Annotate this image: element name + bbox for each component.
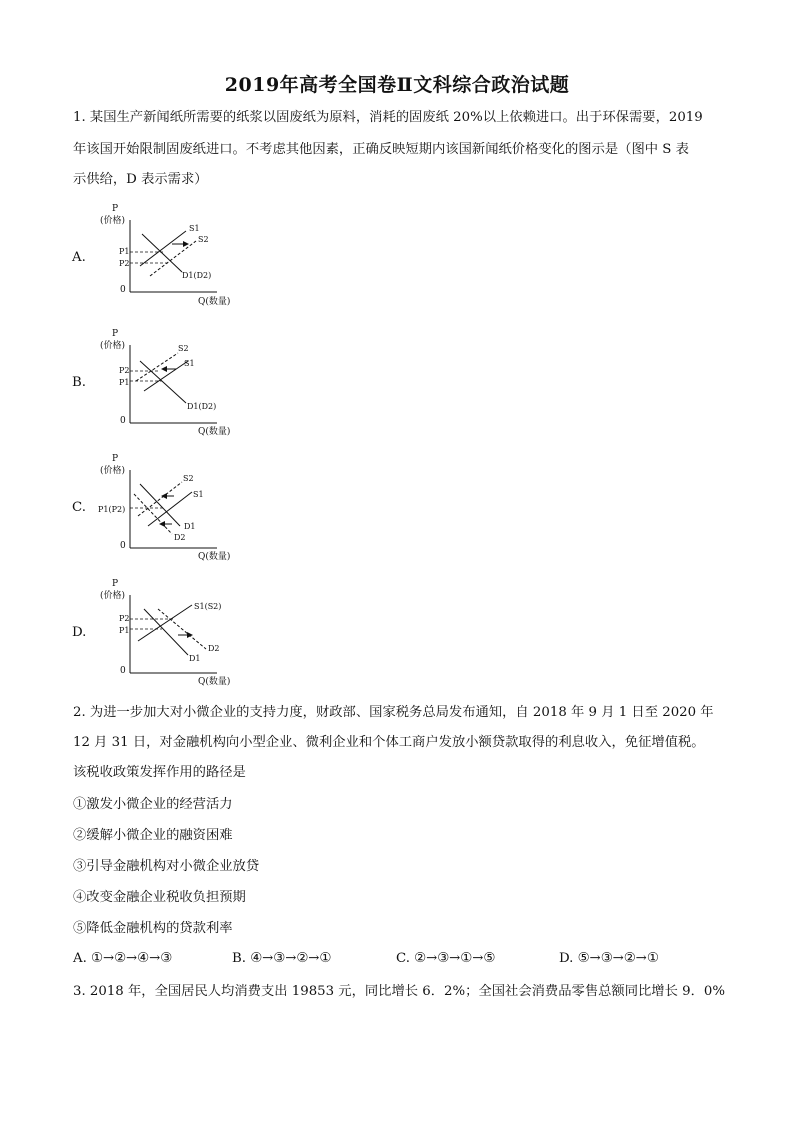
q2-text-line-2: 12 月 31 日，对金融机构向小型企业、微利企业和个体工商户发放小额贷款取得的利息收入，免征增值税。 <box>73 735 705 750</box>
q2-choice-c: C. ②→③→①→⑤ <box>396 951 496 966</box>
label-d2: D2 <box>174 533 186 542</box>
option-a-graph <box>92 200 252 310</box>
axis-q-label: Q(数量) <box>198 297 231 307</box>
label-s1: S1 <box>189 224 200 233</box>
q2-item-3: ③引导金融机构对小微企业放贷 <box>73 859 260 874</box>
q2-item-2: ②缓解小微企业的融资困难 <box>73 828 233 843</box>
label-s1: S1 <box>193 490 204 499</box>
label-d1: D1 <box>184 522 196 531</box>
q1-text-line-3: 示供给，D 表示需求） <box>73 172 208 187</box>
q2-item-5: ⑤降低金融机构的贷款利率 <box>73 921 233 936</box>
label-d: D1(D2) <box>187 402 217 411</box>
option-c-graph <box>92 450 252 565</box>
origin-label: 0 <box>120 285 126 295</box>
supply-s1 <box>138 605 192 641</box>
q2-item-1: ①激发小微企业的经营活力 <box>73 797 233 812</box>
option-d-letter: D. <box>72 625 87 640</box>
supply-s1 <box>140 231 186 266</box>
label-d: D1(D2) <box>182 271 212 280</box>
label-s2: S2 <box>178 344 189 353</box>
axis-p-unit: (价格) <box>100 466 126 476</box>
y-label-p2: P2 <box>119 259 130 268</box>
axis-p-label: P <box>112 329 119 339</box>
origin-label: 0 <box>120 541 126 551</box>
option-a-letter: A. <box>72 250 86 265</box>
option-d-graph <box>92 575 252 690</box>
axis-q-label: Q(数量) <box>198 552 231 562</box>
q2-choice-d: D. ⑤→③→②→① <box>559 951 659 966</box>
y-label-p2: P2 <box>119 366 130 375</box>
q2-choice-b: B. ④→③→②→① <box>232 951 332 966</box>
q1-text-line-2: 年该国开始限制固废纸进口。不考虑其他因素，正确反映短期内该国新闻纸价格变化的图示是（图中 S 表 <box>73 142 689 157</box>
axis-q-label: Q(数量) <box>198 677 231 687</box>
option-b-graph <box>92 325 252 435</box>
label-d1: D1 <box>189 654 201 663</box>
page-title: 2019年高考全国卷Ⅱ文科综合政治试题 <box>224 74 570 96</box>
y-label-p1: P1 <box>119 626 130 635</box>
option-b-letter: B. <box>72 375 86 390</box>
demand-d2 <box>134 494 172 534</box>
q1-text-line-1: 1. 某国生产新闻纸所需要的纸浆以固废纸为原料，消耗的固废纸 20%以上依赖进口。出于环保需要，2019 <box>73 110 703 125</box>
axis-p-unit: (价格) <box>100 216 126 226</box>
origin-label: 0 <box>120 416 126 426</box>
axis-p-label: P <box>112 579 119 589</box>
q2-text-line-1: 2. 为进一步加大对小微企业的支持力度，财政部、国家税务总局发布通知，自 2018 年 9 月 1 日至 2020 年 <box>73 705 714 720</box>
label-s2: S2 <box>198 235 209 244</box>
origin-label: 0 <box>120 666 126 676</box>
q2-text-line-3: 该税收政策发挥作用的路径是 <box>73 765 246 780</box>
q3-text-line-1: 3. 2018 年，全国居民人均消费支出 19853 元，同比增长 6．2%；全国社会消费品零售总额同比增长 9．0% <box>73 984 725 999</box>
q2-choice-a: A. ①→②→④→③ <box>73 951 173 966</box>
label-d2: D2 <box>208 644 220 653</box>
axis-q-label: Q(数量) <box>198 427 231 437</box>
y-label-p1: P1 <box>119 247 130 256</box>
label-s2: S2 <box>183 474 194 483</box>
q2-item-4: ④改变金融企业税收负担预期 <box>73 890 246 905</box>
supply-s1 <box>144 361 188 391</box>
supply-s2 <box>138 482 182 516</box>
demand-d1 <box>140 484 180 526</box>
y-label-p2: P2 <box>119 614 130 623</box>
axis-p-label: P <box>112 454 119 464</box>
y-label-p: P1(P2) <box>98 505 126 514</box>
y-label-p1: P1 <box>119 378 130 387</box>
supply-s1 <box>148 492 192 526</box>
option-c-letter: C. <box>72 500 86 515</box>
axis-p-label: P <box>112 204 119 214</box>
demand-d2 <box>158 609 206 649</box>
label-s: S1(S2) <box>194 602 222 611</box>
axis-p-unit: (价格) <box>100 341 126 351</box>
axis-p-unit: (价格) <box>100 591 126 601</box>
label-s1: S1 <box>184 359 195 368</box>
